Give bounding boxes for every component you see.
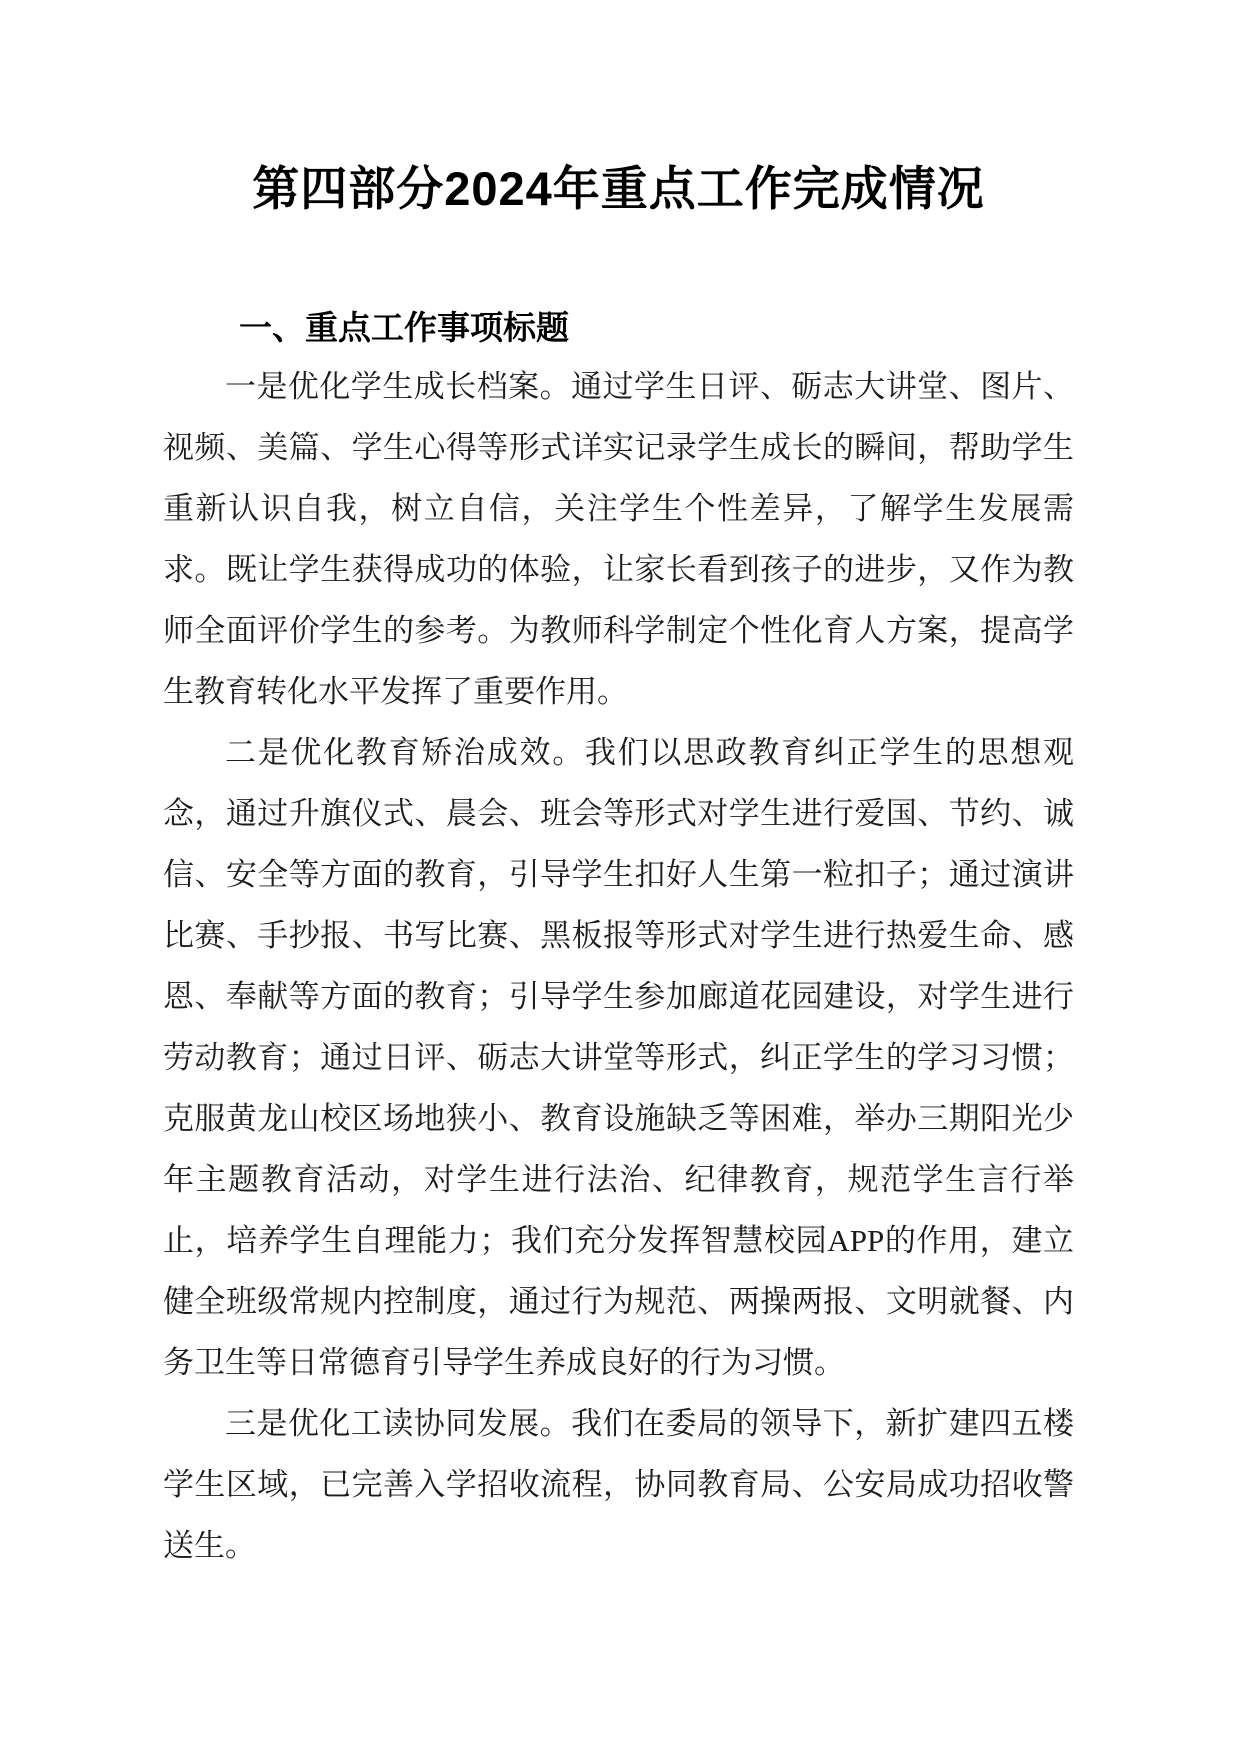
document-body [163,356,1074,1576]
section-heading: 一、重点工作事项标题 [239,309,569,346]
paragraph-1: 一是优化学生成长档案。通过学生日评、砺志大讲堂、图片、视频、美篇、学生心得等形式详实记录学生成长的瞬间，帮助学生重新认识自我，树立自信，关注学生个性差异，了解学生发展需求。既让学生获得成功的体验，让家长看到孩子的进步，又作为教师全面评价学生的参考。为教师科学制定个性化育人方案，提高学生教育转化水平发挥了重要作用。 [163,369,1074,709]
document-title: 第四部分2024年重点工作完成情况 [252,162,985,215]
paragraph-2: 二是优化教育矫治成效。我们以思政教育纠正学生的思想观念，通过升旗仪式、晨会、班会等形式对学生进行爱国、节约、诚信、安全等方面的教育，引导学生扣好人生第一粒扣子；通过演讲比赛、手抄报、书写比赛、黑板报等形式对学生进行热爱生命、感恩、奉献等方面的教育；引导学生参加廊道花园建设，对学生进行劳动教育；通过日评、砺志大讲堂等形式，纠正学生的学习习惯；克服黄龙山校区场地狭小、教育设施缺乏等困难，举办三期阳光少年主题教育活动，对学生进行法治、纪律教育，规范学生言行举止，培养学生自理能力；我们充分发挥智慧校园APP的作用，建立健全班级常规内控制度，通过行为规范、两操两报、文明就餐、内务卫生等日常德育引导学生养成良好的行为习惯。 [163,735,1074,1380]
paragraph-3: 三是优化工读协同发展。我们在委局的领导下，新扩建四五楼学生区域，已完善入学招收流程，协同教育局、公安局成功招收警送生。 [163,1406,1074,1563]
